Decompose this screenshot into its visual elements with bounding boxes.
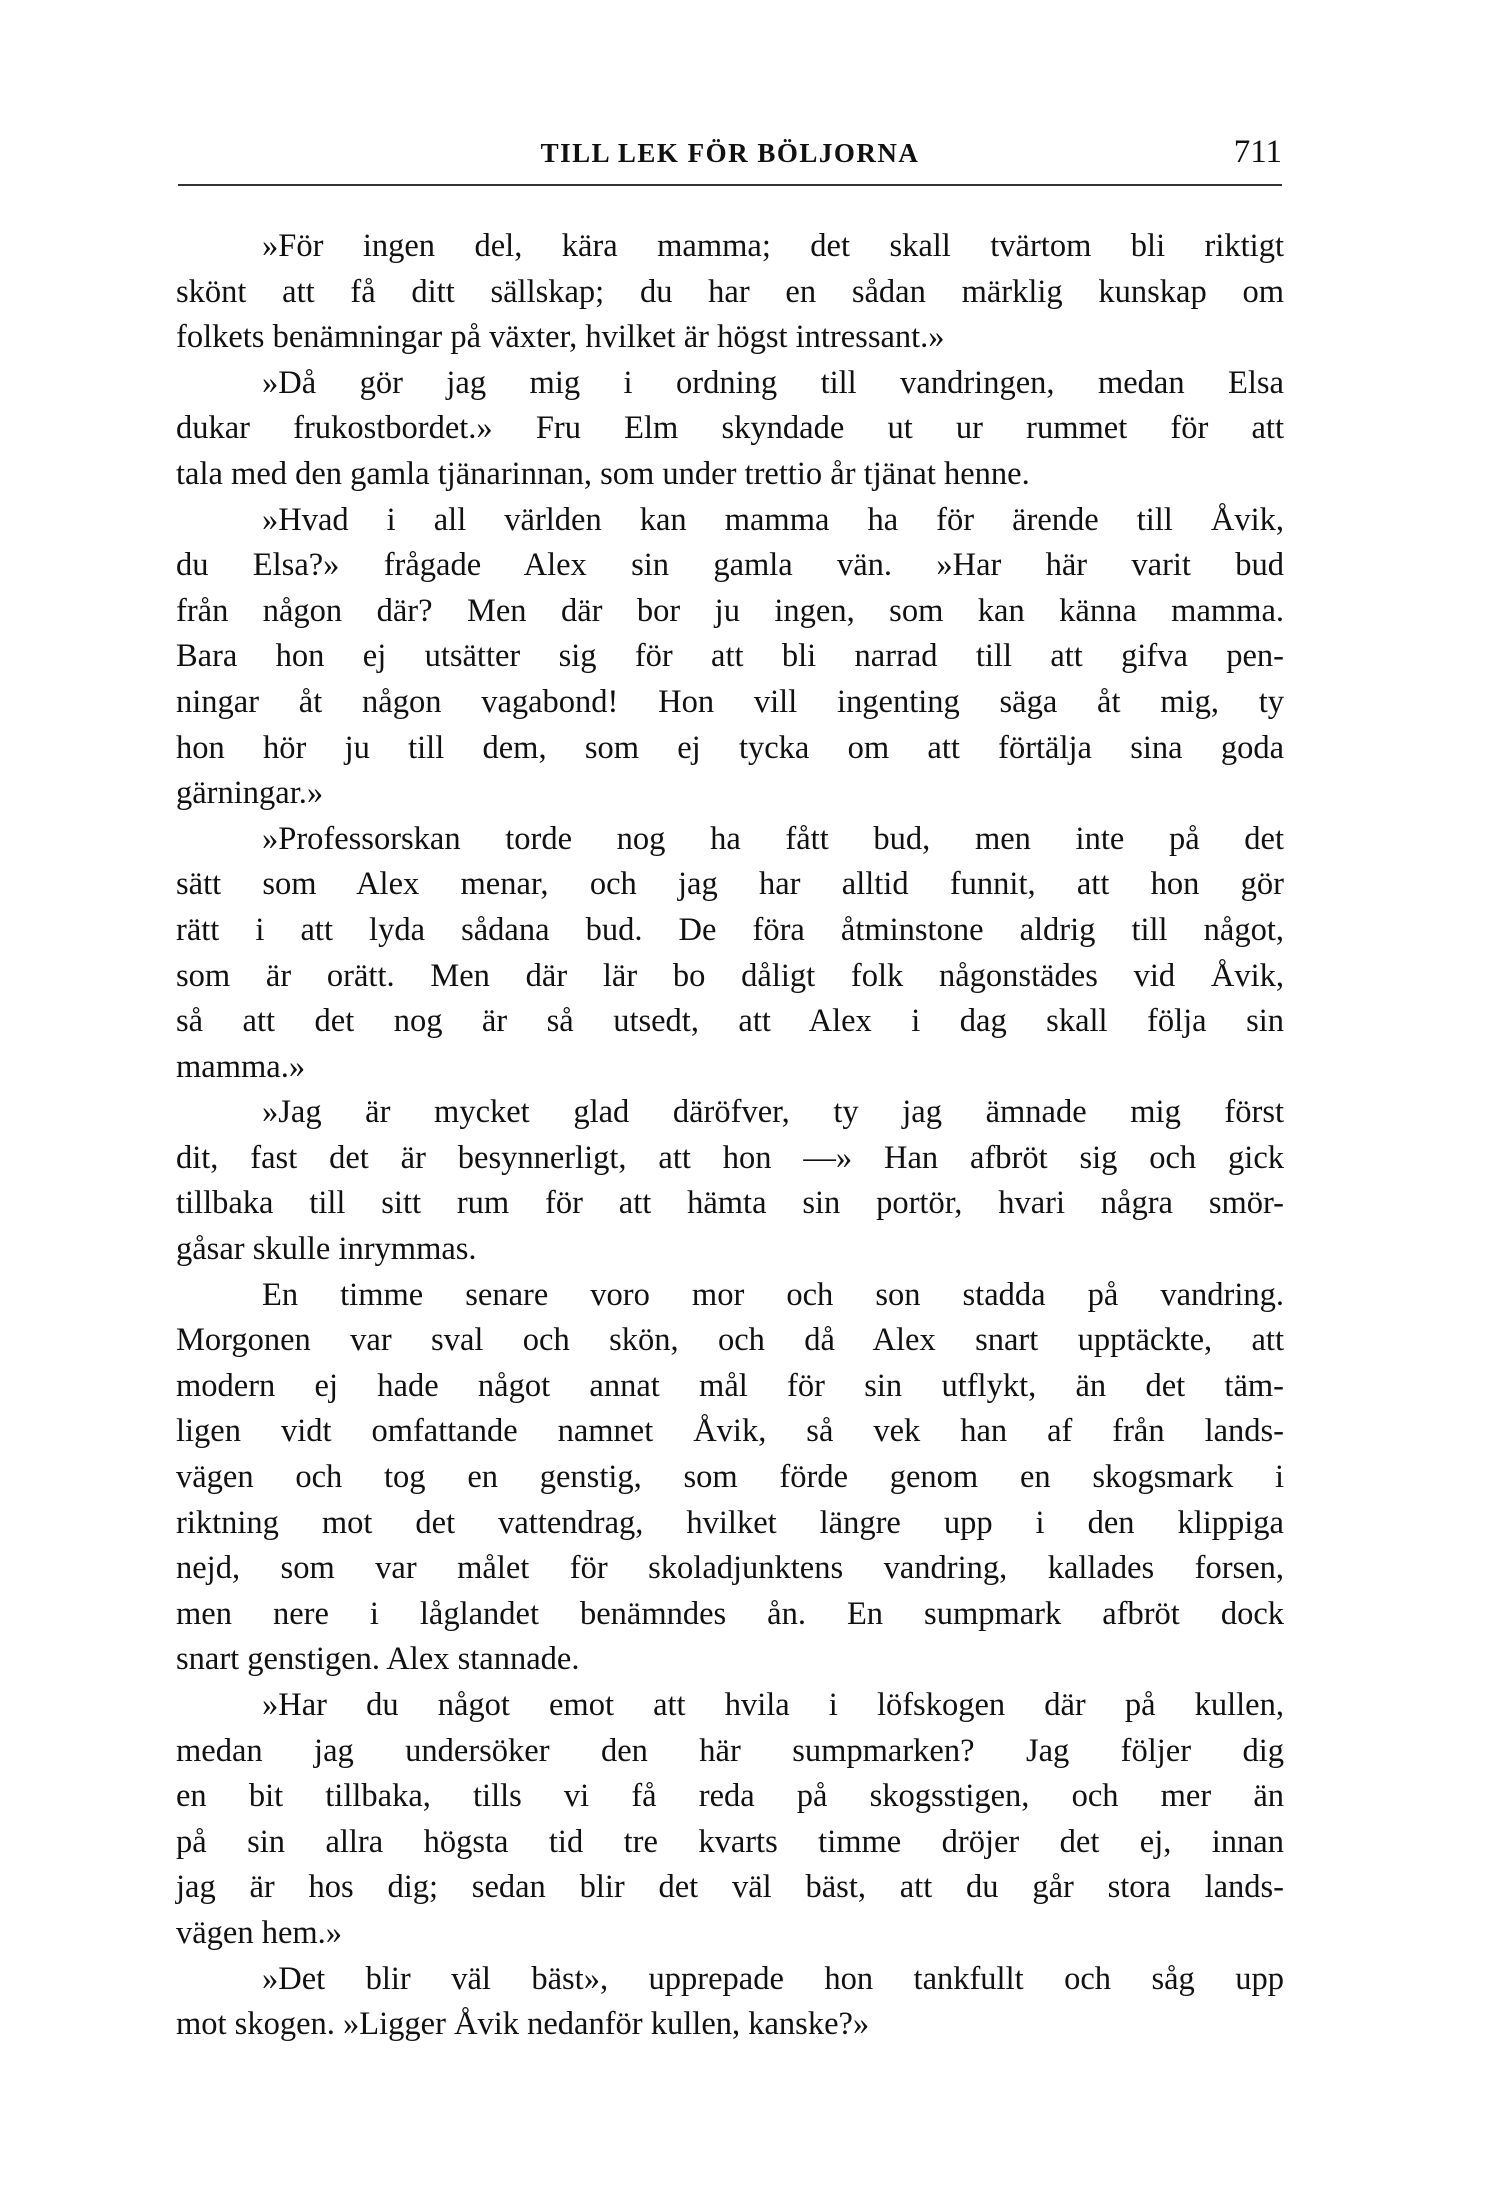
text-line: jag är hos dig; sedan blir det väl bäst, att du går stora lands- (176, 1869, 1284, 1906)
text-line: rätt i att lyda sådana bud. De föra åtminstone aldrig till något, (176, 911, 1284, 948)
text-line: mamma.» (176, 1048, 306, 1085)
text-line: snart genstigen. Alex stannade. (176, 1641, 580, 1678)
running-head (178, 134, 1282, 182)
text-line: »Hvad i all världen kan mamma ha för ärende till Åvik, (262, 501, 1284, 538)
text-line: »Då gör jag mig i ordning till vandringen, medan Elsa (262, 364, 1284, 401)
text-line: Bara hon ej utsätter sig för att bli narrad till att gifva pen- (176, 638, 1284, 675)
page-number: 711 (1233, 134, 1282, 170)
text-line: vägen och tog en genstig, som förde genom en skogsmark i (176, 1459, 1284, 1496)
text-line: nejd, som var målet för skoladjunktens vandring, kallades forsen, (176, 1550, 1284, 1587)
text-line: på sin allra högsta tid tre kvarts timme dröjer det ej, innan (176, 1823, 1284, 1860)
text-line: ningar åt någon vagabond! Hon vill ingenting säga åt mig, ty (176, 683, 1284, 720)
text-line: dukar frukostbordet.» Fru Elm skyndade ut ur rummet för att (176, 410, 1284, 447)
text-line: modern ej hade något annat mål för sin utflykt, än det täm- (176, 1367, 1284, 1404)
text-line: gärningar.» (176, 775, 324, 812)
text-line: »Jag är mycket glad däröfver, ty jag ämnade mig först (262, 1094, 1284, 1131)
text-line: men nere i låglandet benämndes ån. En sumpmark afbröt dock (176, 1595, 1284, 1632)
text-line: gåsar skulle inrymmas. (176, 1231, 477, 1268)
header-rule (178, 184, 1282, 186)
text-line: en bit tillbaka, tills vi få reda på skogsstigen, och mer än (176, 1778, 1284, 1815)
text-line: medan jag undersöker den här sumpmarken? Jag följer dig (176, 1732, 1284, 1769)
text-line: från någon där? Men där bor ju ingen, som kan känna mamma. (176, 592, 1284, 629)
text-line: vägen hem.» (176, 1914, 343, 1951)
text-line: sätt som Alex menar, och jag har alltid funnit, att hon gör (176, 866, 1284, 903)
text-line: riktning mot det vattendrag, hvilket längre upp i den klippiga (176, 1504, 1284, 1541)
text-line: du Elsa?» frågade Alex sin gamla vän. »Har här varit bud (176, 547, 1284, 584)
running-title: TILL LEK FÖR BÖLJORNA (540, 138, 920, 168)
text-line: Morgonen var sval och skön, och då Alex snart upptäckte, att (176, 1322, 1284, 1359)
text-line: »Har du något emot att hvila i löfskogen där på kullen, (262, 1687, 1284, 1723)
text-line: mot skogen. »Ligger Åvik nedanför kullen, kanske?» (176, 2006, 870, 2043)
text-line: ligen vidt omfattande namnet Åvik, så vek han af från lands- (176, 1413, 1284, 1450)
text-line: skönt att få ditt sällskap; du har en sådan märklig kunskap om (176, 273, 1284, 310)
text-line: »Det blir väl bäst», upprepade hon tankfullt och såg upp (262, 1960, 1284, 1997)
text-line: dit, fast det är besynnerligt, att hon —» Han afbröt sig och gick (176, 1139, 1284, 1176)
body-text (176, 224, 1284, 2048)
text-line: »För ingen del, kära mamma; det skall tvärtom bli riktigt (262, 228, 1284, 264)
text-line: folkets benämningar på växter, hvilket är högst intressant.» (176, 319, 945, 356)
text-line: tala med den gamla tjänarinnan, som under trettio år tjänat henne. (176, 455, 1030, 492)
text-line: så att det nog är så utsedt, att Alex i dag skall följa sin (176, 1003, 1284, 1040)
text-line: som är orätt. Men där lär bo dåligt folk någonstädes vid Åvik, (176, 957, 1284, 994)
text-line: hon hör ju till dem, som ej tycka om att förtälja sina goda (176, 729, 1284, 766)
text-line: »Professorskan torde nog ha fått bud, men inte på det (262, 820, 1284, 857)
text-line: tillbaka till sitt rum för att hämta sin portör, hvari några smör- (176, 1185, 1284, 1222)
text-line: En timme senare voro mor och son stadda på vandring. (262, 1276, 1284, 1313)
